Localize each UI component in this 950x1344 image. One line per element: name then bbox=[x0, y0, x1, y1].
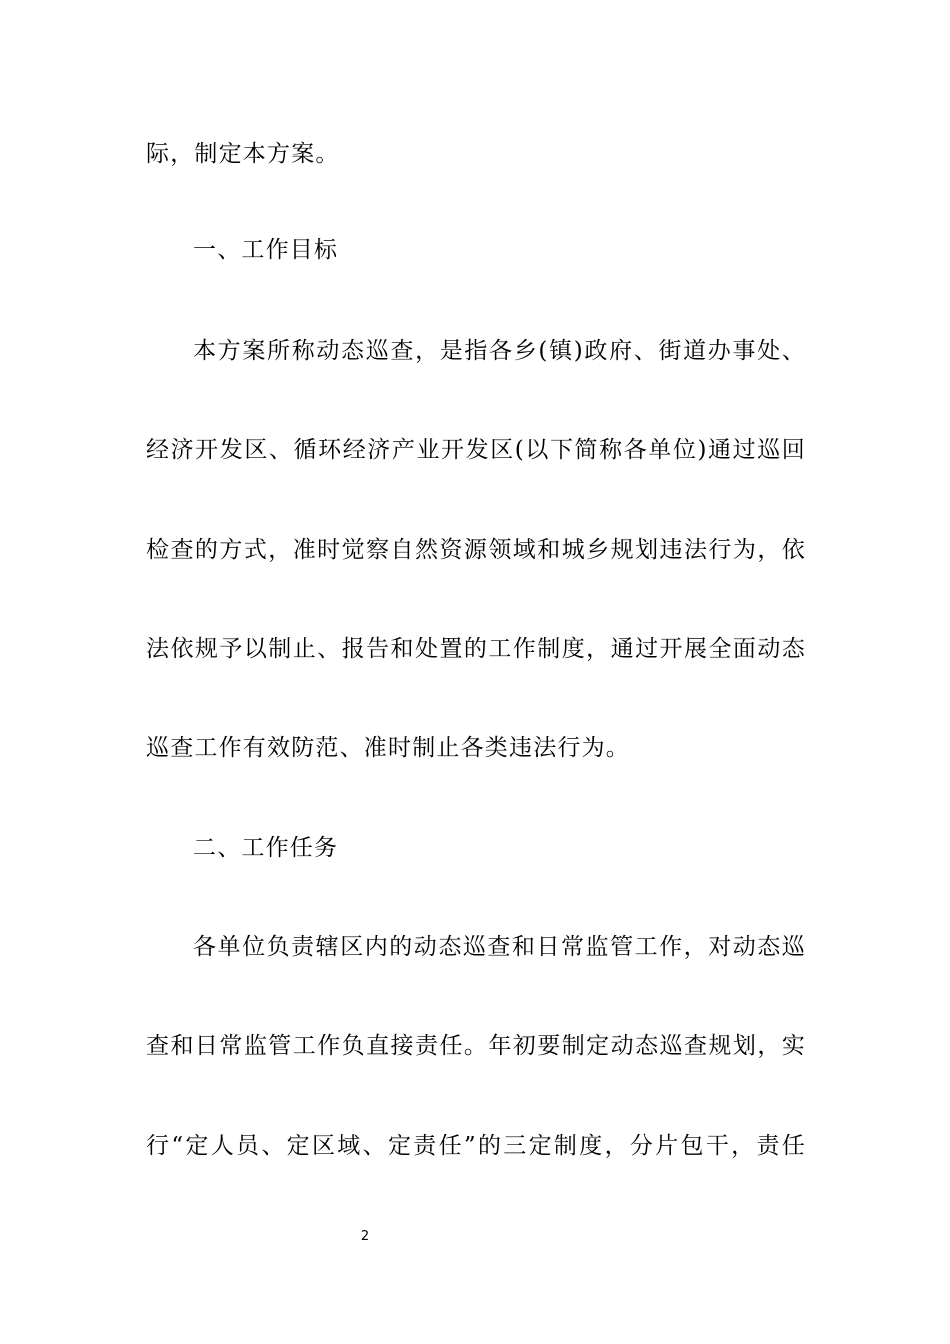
paragraph-line: 际，制定本方案。 bbox=[146, 141, 340, 167]
page-number: 2 bbox=[360, 1229, 370, 1244]
paragraph-line: 巡查工作有效防范、准时制止各类违法行为。 bbox=[146, 735, 630, 761]
paragraph-line: 本方案所称动态巡查，是指各乡(镇)政府、街道办事处、 bbox=[193, 338, 806, 364]
paragraph-line: 法依规予以制止、报告和处置的工作制度，通过开展全面动态 bbox=[146, 636, 806, 662]
section-heading-tasks: 二、工作任务 bbox=[193, 835, 339, 861]
section-heading-goals: 一、工作目标 bbox=[193, 237, 339, 263]
paragraph-line: 经济开发区、循环经济产业开发区(以下简称各单位)通过巡回 bbox=[146, 437, 806, 463]
paragraph-line: 各单位负责辖区内的动态巡查和日常监管工作，对动态巡 bbox=[193, 934, 806, 960]
paragraph-line: 查和日常监管工作负直接责任。年初要制定动态巡查规划，实 bbox=[146, 1033, 806, 1059]
paragraph-line: 检查的方式，准时觉察自然资源领域和城乡规划违法行为，依 bbox=[146, 537, 806, 563]
paragraph-line: 行“定人员、定区域、定责任”的三定制度，分片包干，责任 bbox=[146, 1133, 806, 1159]
